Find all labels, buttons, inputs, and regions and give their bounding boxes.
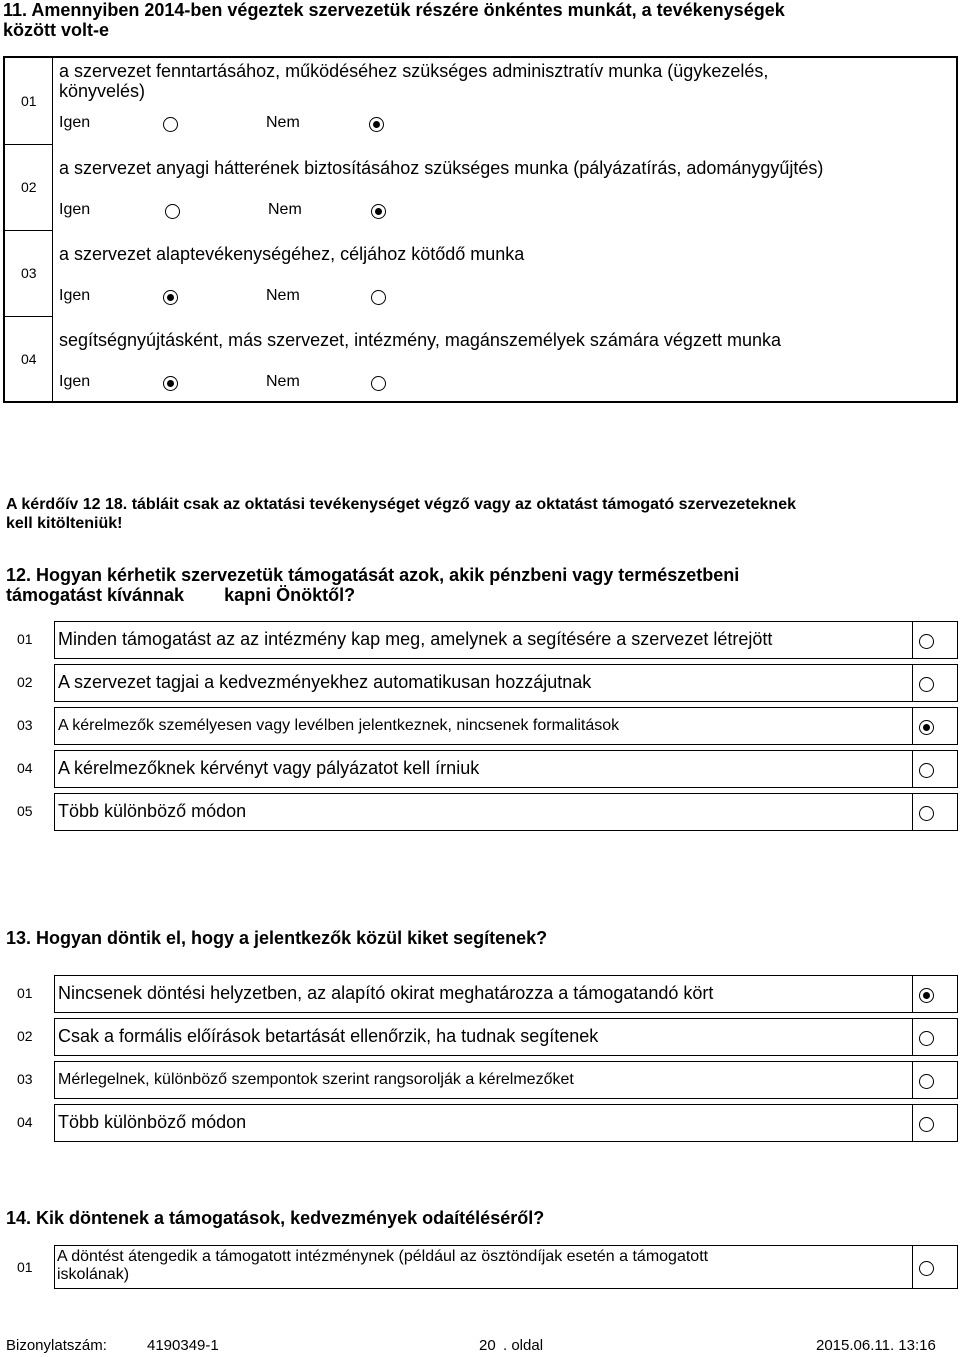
option-code: 03	[17, 717, 33, 733]
note-line1: A kérdőív 12 18. tábláit csak az oktatási tevékenységet végző vagy az oktatást támogató szervezeteknek	[6, 496, 796, 513]
q11-item-1-no-radio[interactable]	[369, 117, 384, 132]
q11-item-text: a szervezet alaptevékenységéhez, céljához kötődő munka	[59, 244, 525, 264]
q12-option-2-radio[interactable]	[919, 677, 934, 692]
q11-item-text-line1: a szervezet fenntartásához, működéséhez szükséges adminisztratív munka (ügykezelés,	[59, 61, 769, 81]
q11-code-cell	[5, 58, 53, 145]
q14-option-1-radio[interactable]	[919, 1261, 934, 1276]
q11-table	[3, 56, 958, 403]
q11-item-code: 04	[21, 351, 37, 367]
note-line2: kell kitölteniük!	[6, 515, 123, 532]
q11-item-2-no-radio[interactable]	[371, 204, 386, 219]
q11-code-cell	[5, 231, 53, 317]
option-text	[57, 1248, 708, 1284]
page-suffix: . oldal	[503, 1337, 544, 1354]
q11-code-cell	[5, 145, 53, 231]
q13-option-2-radio[interactable]	[919, 1031, 934, 1046]
option-text: Nincsenek döntési helyzetben, az alapító okirat meghatározza a támogatandó kört	[58, 983, 714, 1003]
option-text: Minden támogatást az az intézmény kap meg, amelynek a segítésére a szervezet létrejött	[58, 629, 773, 649]
q12-option-5-radio[interactable]	[919, 806, 934, 821]
option-text: A kérelmezők személyesen vagy levélben jelentkeznek, nincsenek formalitások	[58, 717, 620, 734]
option-code: 04	[17, 760, 33, 776]
option-code: 02	[17, 1028, 33, 1044]
option-text: Több különböző módon	[58, 801, 247, 821]
q11-no-label: Nem	[266, 114, 300, 131]
q13-title: 13. Hogyan döntik el, hogy a jelentkezők közül kiket segítenek?	[6, 928, 548, 948]
option-code: 05	[17, 803, 33, 819]
q11-item-text-line2: könyvelés)	[59, 81, 146, 101]
q11-yes-label: Igen	[59, 114, 91, 131]
option-code: 01	[17, 1259, 33, 1275]
option-code: 03	[17, 1071, 33, 1087]
q11-item-code: 03	[21, 265, 37, 281]
q11-item-3-yes-radio[interactable]	[163, 290, 178, 305]
q11-item-text: segítségnyújtásként, más szervezet, intézmény, magánszemélyek számára végzett munka	[59, 330, 781, 350]
q11-item-4-yes-radio[interactable]	[163, 376, 178, 391]
q11-title-line1: 11. Amennyiben 2014-ben végeztek szervezetük részére önkéntes munkát, a tevékenységek	[3, 0, 785, 20]
q12-option-4-radio[interactable]	[919, 763, 934, 778]
q11-yes-label: Igen	[59, 201, 91, 218]
q11-no-label: Nem	[266, 373, 300, 390]
q11-title	[3, 0, 785, 40]
doc-number: 4190349-1	[147, 1337, 219, 1354]
option-text: A kérelmezőknek kérvényt vagy pályázatot kell írniuk	[58, 758, 480, 778]
q12-option-3-radio[interactable]	[919, 720, 934, 735]
q11-item-2-yes-radio[interactable]	[165, 204, 180, 219]
option-text: A szervezet tagjai a kedvezményekhez automatikusan hozzájutnak	[58, 672, 592, 692]
q11-title-line2: között volt-e	[3, 20, 109, 40]
q13-option-4-radio[interactable]	[919, 1117, 934, 1132]
instruction-note	[6, 495, 796, 533]
q11-yes-label: Igen	[59, 373, 91, 390]
q13-option-3-radio[interactable]	[919, 1074, 934, 1089]
q12-option-1-radio[interactable]	[919, 634, 934, 649]
q11-yes-label: Igen	[59, 287, 91, 304]
q14-title: 14. Kik döntenek a támogatások, kedvezmények odaítéléséről?	[6, 1208, 545, 1228]
q11-item-text	[59, 61, 768, 101]
option-text: Csak a formális előírások betartását ellenőrzik, ha tudnak segítenek	[58, 1026, 599, 1046]
option-text: Több különböző módon	[58, 1112, 247, 1132]
q11-item-code: 02	[21, 179, 37, 195]
q11-code-cell	[5, 317, 53, 401]
q11-no-label: Nem	[268, 201, 302, 218]
q12-title-line1: 12. Hogyan kérhetik szervezetük támogatását azok, akik pénzbeni vagy természetbeni	[6, 565, 740, 585]
q12-title	[6, 565, 739, 605]
option-text-line2: iskolának)	[57, 1266, 130, 1283]
option-code: 02	[17, 674, 33, 690]
q13-option-1-radio[interactable]	[919, 988, 934, 1003]
option-text-line1: A döntést átengedik a támogatott intézménynek (például az ösztöndíjak esetén a támogatott	[57, 1248, 709, 1265]
q11-item-1-yes-radio[interactable]	[163, 117, 178, 132]
q11-item-3-no-radio[interactable]	[371, 290, 386, 305]
q11-item-4-no-radio[interactable]	[371, 376, 386, 391]
doc-number-label: Bizonylatszám:	[6, 1337, 107, 1354]
option-text: Mérlegelnek, különböző szempontok szerint rangsorolják a kérelmezőket	[58, 1071, 574, 1088]
q11-item-text: a szervezet anyagi hátterének biztosításához szükséges munka (pályázatírás, adománygyűjtés)	[59, 158, 824, 178]
q12-title-line2: támogatást kívánnak kapni Önöktől?	[6, 585, 356, 605]
page-number: 20	[479, 1337, 496, 1354]
datetime: 2015.06.11. 13:16	[816, 1337, 936, 1354]
option-code: 01	[17, 985, 33, 1001]
option-code: 04	[17, 1114, 33, 1130]
q11-no-label: Nem	[266, 287, 300, 304]
q11-item-code: 01	[21, 93, 37, 109]
option-code: 01	[17, 631, 33, 647]
